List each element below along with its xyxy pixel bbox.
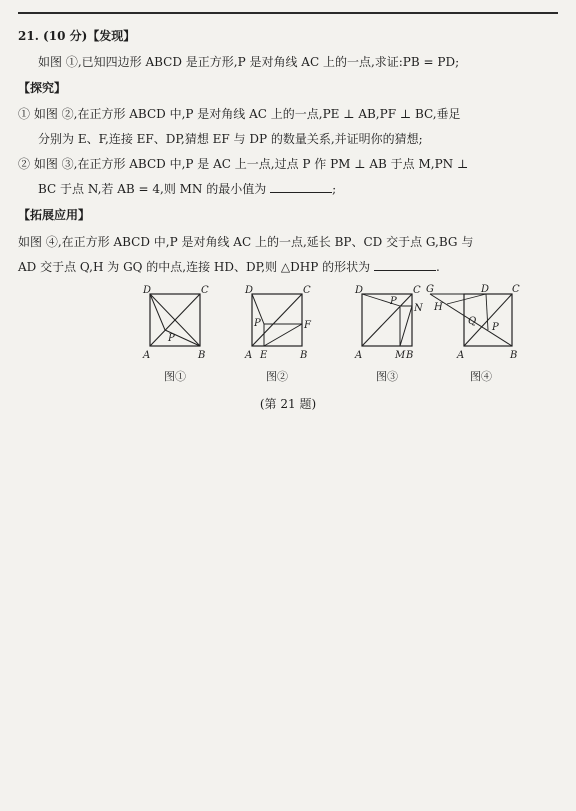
fig3-label-b: B [406, 350, 414, 361]
fig2-label-d: D [245, 285, 254, 296]
figures-row [140, 284, 520, 384]
fig2-label-p: P [254, 318, 261, 329]
figure-3 [352, 284, 423, 383]
explore-2-text: BC 于点 N,若 AB = 4,则 MN 的最小值为 [38, 182, 267, 196]
figure-2-diagram [242, 284, 312, 364]
explore-1-line1: ① 如图 ②,在正方形 ABCD 中,P 是对角线 AC 上的一点,PE ⊥ AB,PF ⊥ BC,垂足 [18, 107, 461, 121]
fig4-label-a: A [457, 350, 465, 361]
fig2-label-b: B [300, 350, 308, 361]
figure-3-diagram [352, 284, 422, 364]
discover-text: 如图 ①,已知四边形 ABCD 是正方形,P 是对角线 AC 上的一点,求证:PB = PD; [38, 55, 460, 69]
fig4-label-q: Q [468, 316, 477, 327]
extend-heading: 【拓展应用】 [18, 208, 91, 222]
fig1-label-a: A [143, 350, 151, 361]
top-rule [18, 12, 558, 14]
figure-1-caption: 图① [164, 370, 186, 383]
fig2-label-a: A [245, 350, 253, 361]
fig3-label-c: C [413, 285, 421, 296]
figure-1 [140, 284, 210, 383]
figure-2 [242, 284, 312, 383]
explore-2-line1: ② 如图 ③,在正方形 ABCD 中,P 是 AC 上一点,过点 P 作 PM ⊥ AB 于点 M,PN ⊥ [18, 157, 469, 171]
fig2-label-f: F [304, 320, 311, 331]
figure-4-caption: 图④ [470, 370, 492, 383]
extend-end: . [435, 260, 440, 274]
figure-4 [426, 284, 526, 383]
fig1-label-d: D [143, 285, 152, 296]
fig4-label-h: H [434, 302, 443, 313]
explore-2-line2 [38, 181, 336, 197]
fig3-label-m: M [395, 350, 406, 361]
fig4-label-g: G [426, 284, 434, 295]
fig1-label-p: P [168, 333, 175, 344]
extend-line1: 如图 ④,在正方形 ABCD 中,P 是对角线 AC 上的一点,延长 BP、CD 交于点 G,BG 与 [18, 235, 474, 249]
explore-1-line2: 分别为 E、F,连接 EF、DP,猜想 EF 与 DP 的数量关系,并证明你的猜想; [38, 132, 423, 146]
figure-4-diagram [426, 284, 526, 364]
fig4-label-b: B [510, 350, 518, 361]
fig3-label-a: A [355, 350, 363, 361]
figure-3-caption: 图③ [376, 370, 398, 383]
fig4-label-d: D [481, 284, 490, 295]
fig4-label-p: P [492, 322, 499, 333]
explore-2-end: ; [332, 182, 337, 196]
figure-2-caption: 图② [266, 370, 288, 383]
figure-number-label: (第 21 题) [259, 397, 317, 411]
fig2-label-c: C [303, 285, 311, 296]
explore-heading: 【探究】 [18, 81, 67, 95]
fig3-label-p: P [390, 296, 397, 307]
fig1-label-b: B [198, 350, 206, 361]
extend-text: AD 交于点 Q,H 为 GQ 的中点,连接 HD、DP,则 △DHP 的形状为 [18, 260, 371, 274]
question-number: 21. (10 分)【发现】 [18, 29, 136, 43]
fig3-label-n: N [414, 303, 423, 314]
fig1-label-c: C [201, 285, 209, 296]
extend-line2 [18, 259, 440, 275]
answer-blank-1 [270, 181, 332, 193]
fig2-label-e: E [260, 350, 268, 361]
answer-blank-2 [374, 259, 436, 271]
figure-1-diagram [140, 284, 210, 364]
fig3-label-d: D [355, 285, 364, 296]
fig4-label-c: C [512, 284, 520, 295]
question-header [18, 28, 135, 44]
